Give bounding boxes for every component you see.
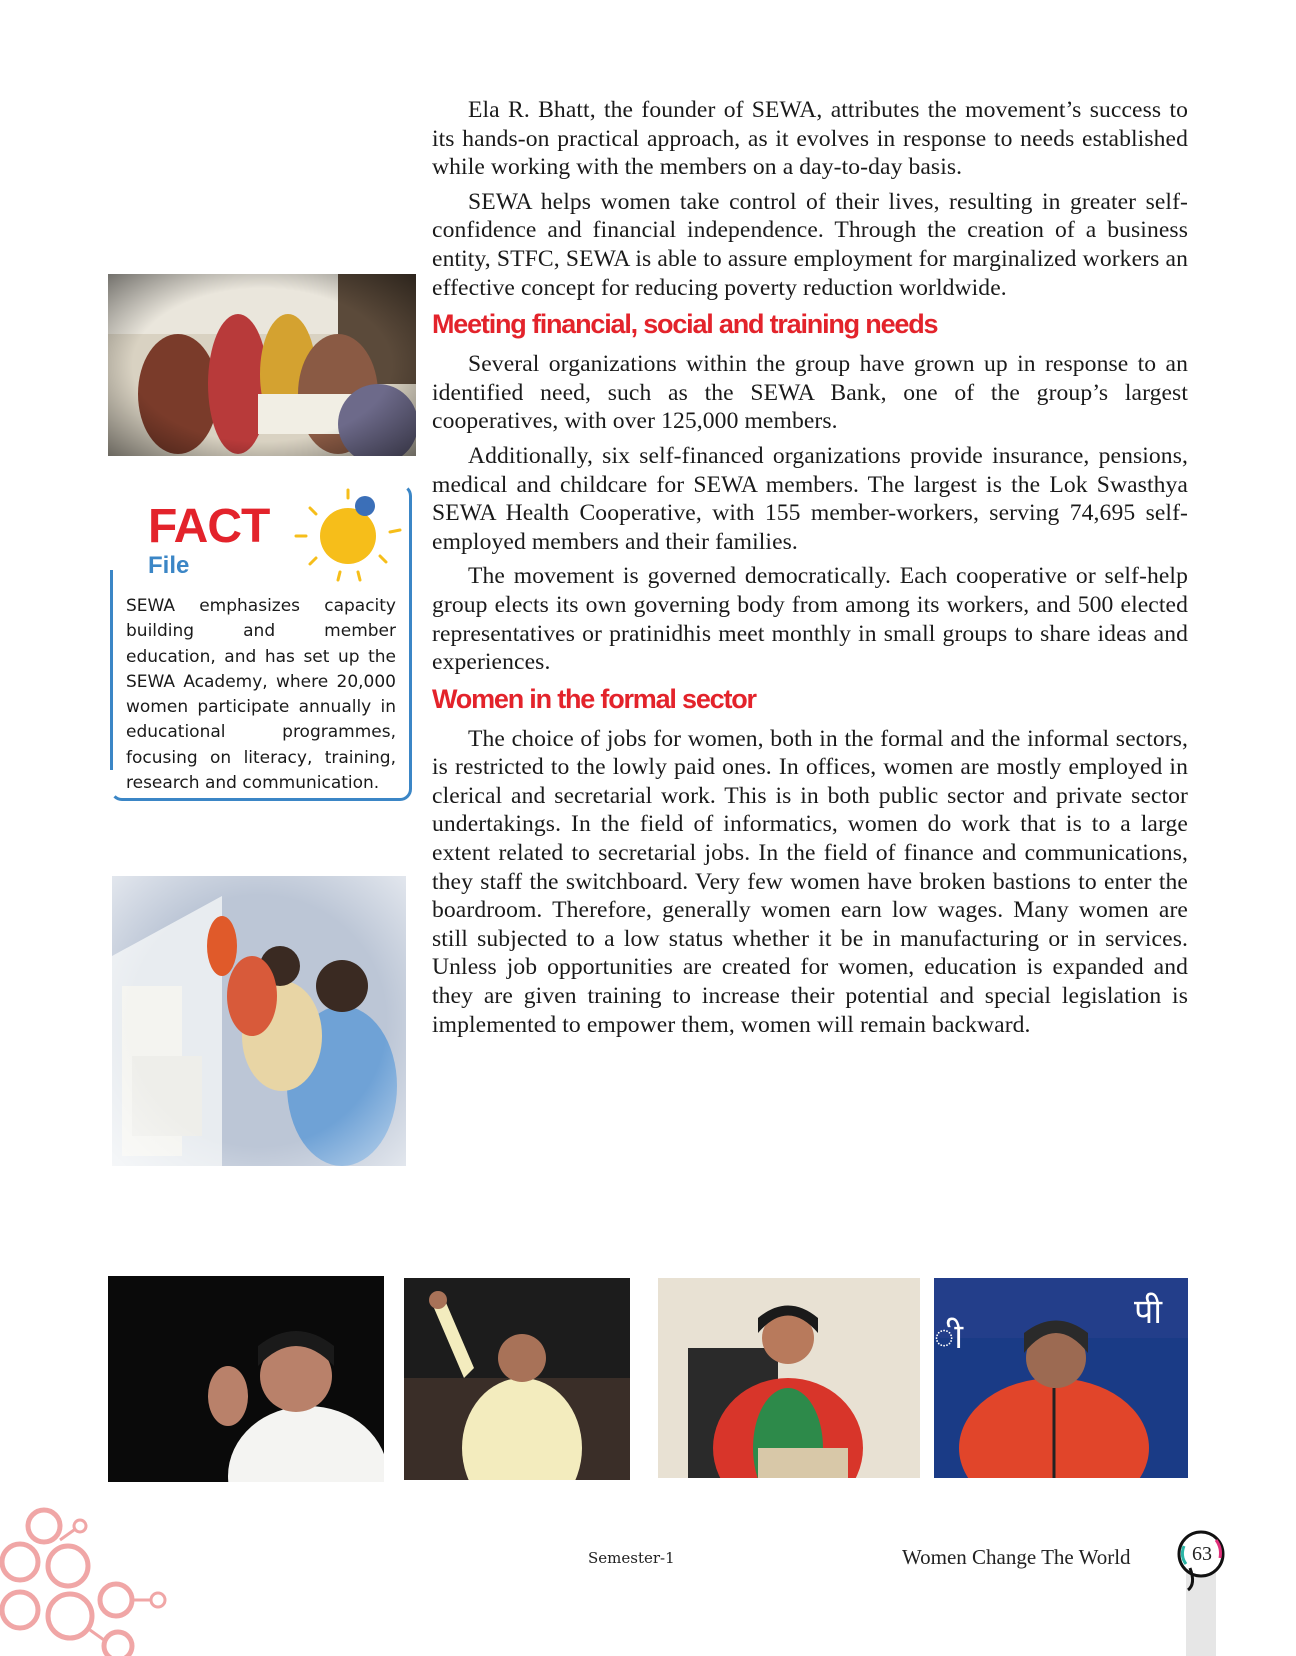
computer-training-photo — [112, 876, 406, 1166]
paragraph: Several organizations within the group have grown up in response to an identified need, such as the SEWA Bank, one of the group’s largest cooperatives, with over 125,000 members. — [432, 351, 1188, 435]
leader-photo-2 — [404, 1278, 630, 1480]
paragraph: The movement is governed democratically. Each cooperative or self-help group elects its own governing body from among its workers, and 500 elected representatives or pratinidhis meet monthly in small groups to share ideas and experiences. — [432, 563, 1188, 676]
sewa-meeting-photo — [108, 274, 416, 456]
svg-text:ी: ी — [934, 1317, 964, 1357]
section-heading: Women in the formal sector — [432, 683, 756, 714]
section-heading: Meeting financial, social and training needs — [432, 309, 938, 340]
main-text-column — [432, 96, 1188, 1045]
sun-bulb-icon — [288, 484, 408, 594]
paragraph: Additionally, six self-financed organizations provide insurance, pensions, medical and childcare for SEWA members. The largest is the Lok Swasthya SEWA Health Cooperative, with 155 member-workers, serving 74,695 self-employed members and their families. — [432, 442, 1188, 555]
fact-file-box — [110, 484, 410, 799]
fact-subtitle: File — [148, 552, 190, 579]
svg-text:पी: पी — [1134, 1292, 1163, 1332]
decorative-molecule-graphic — [0, 1500, 180, 1656]
leader-photo-1 — [108, 1276, 384, 1482]
paragraph: SEWA helps women take control of their lives, resulting in greater self-confidence and financial independence. Through the creation of a business entity, STFC, SEWA is able to assure employment for marginalized workers an effective concept for reducing poverty reduction worldwide. — [432, 188, 1188, 301]
fact-text: SEWA emphasizes capacity building and member education, and has set up the SEWA Academy, where 20,000 women participate annually in educational programmes, focusing on literacy, training, research and communication. — [126, 596, 396, 794]
page-number: 63 — [1192, 1543, 1212, 1565]
leader-photo-4 — [934, 1278, 1188, 1478]
footer-semester: Semester-1 — [588, 1549, 675, 1567]
paragraph: Ela R. Bhatt, the founder of SEWA, attributes the movement’s success to its hands-on practical approach, as it evolves in response to needs established while working with the members on a day-to-day basis. — [432, 97, 1188, 181]
paragraph: The choice of jobs for women, both in the formal and the informal sectors, is restricted to the lowly paid ones. In offices, women are mostly employed in clerical and secretarial work. This is in both public sector and private sector undertakings. In the field of informatics, women do work that is to a large extent related to secretarial jobs. In the field of finance and communications, they staff the switchboard. Very few women have broken bastions to enter the boardroom. Therefore, generally women earn low wages. Many women are still subjected to a low status whether it be in manufacturing or in services. Unless job opportunities are created for women, education is expanded and they are given training to increase their potential and special legislation is implemented to empower them, women will remain backward. — [432, 725, 1188, 1038]
footer-book-title: Women Change The World — [902, 1545, 1131, 1569]
fact-title: FACT — [148, 500, 270, 553]
leader-photo-3 — [658, 1278, 920, 1478]
fact-file-border-left — [110, 570, 113, 770]
